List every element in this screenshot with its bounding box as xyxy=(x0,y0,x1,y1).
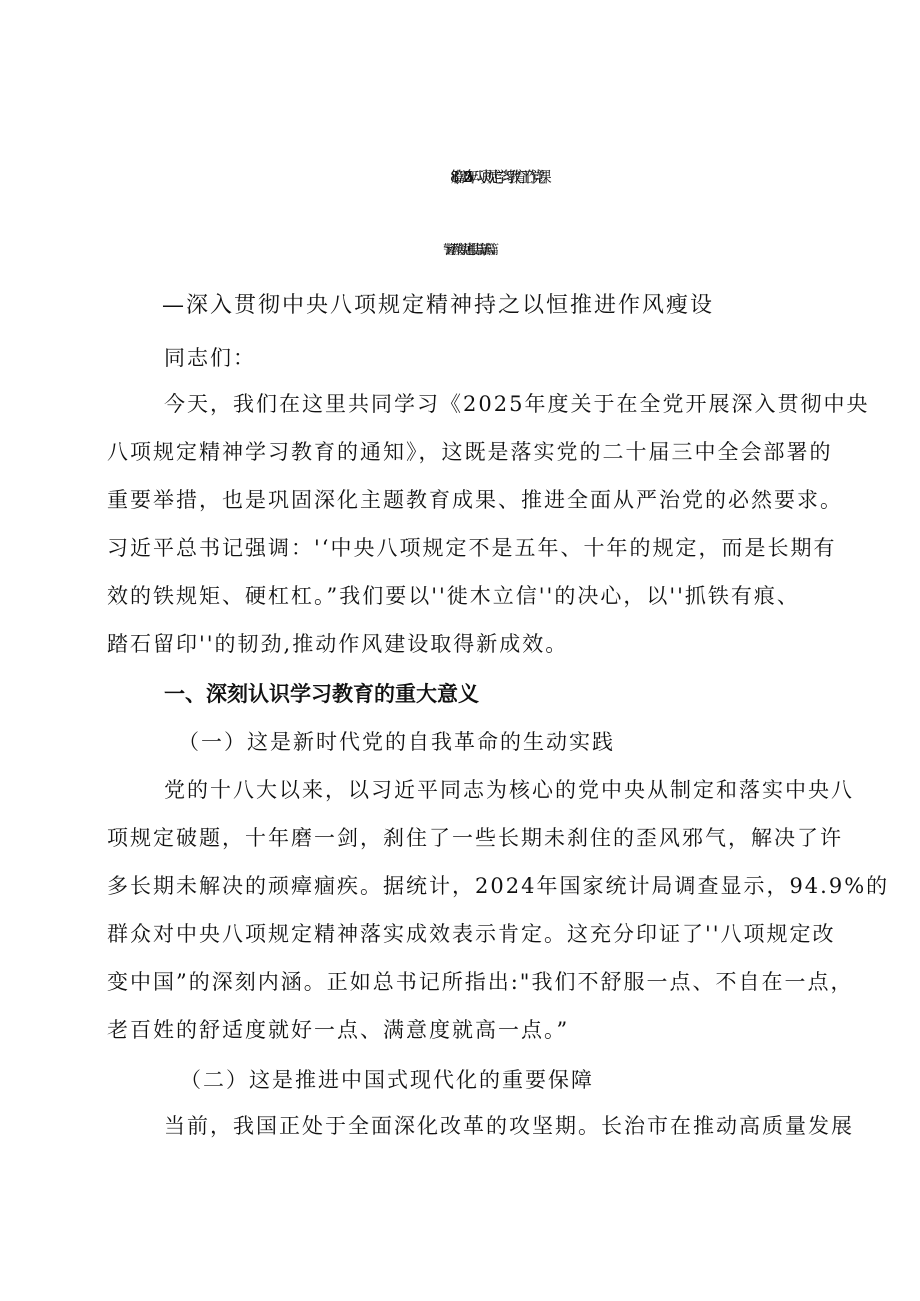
sub1-line-4: 群众对中央八项规定精神落实成效表示肯定。这充分印证了''八项规定改 xyxy=(107,922,836,946)
sub1-line-1: 党的十八大以来，以习近平同志为核心的党中央从制定和落实中央八 xyxy=(164,778,854,802)
sub1-line-3: 多长期未解决的顽瘴痼疾。据统计，2024年国家统计局调查显示，94.9%的 xyxy=(107,874,890,898)
sub1-line-2: 项规定破题，十年磨一剑，刹住了一些长期未刹住的歪风邪气，解决了许 xyxy=(107,826,843,850)
intro-line-4: 习近平总书记强调：'‘中央八项规定不是五年、十年的规定，而是长期有 xyxy=(107,536,837,560)
intro-line-5: 效的铁规矩、硬杠杠。”我们要以''徙木立信''的决心，以''抓铁有痕、 xyxy=(107,584,800,608)
intro-line-2: 八项规定精神学习教育的通知》，这既是落实党的二十届三中全会部署的 xyxy=(107,440,833,464)
intro-line-3: 重要举措，也是巩固深化主题教育成果、推进全面从严治党的必然要求。 xyxy=(107,488,843,512)
section-1-heading: 一、深刻认识学习教育的重大意义 xyxy=(164,682,479,706)
subsection-1-heading: （一）这是新时代党的自我革命的生动实践 xyxy=(178,730,615,754)
sub2-line-1: 当前，我国正处于全面深化改革的攻坚期。长治市在推动高质量发展 xyxy=(164,1114,854,1138)
intro-line-6: 踏石留印''的韧劲,推动作风建设取得新成效。 xyxy=(107,632,569,656)
sub1-line-6: 老百姓的舒适度就好一点、满意度就高一点。” xyxy=(107,1018,570,1042)
sub1-line-5: 变中国”的深刻内涵。正如总书记所指出:"我们不舒服一点、不自在一点， xyxy=(107,970,854,994)
document-title-line-1: (8篇）2025年八项规定学习教育工作党课 xyxy=(453,168,543,186)
salutation: 同志们： xyxy=(164,346,256,370)
document-title-line-2: r警示教育克通报告篇一,其八篇） xyxy=(445,243,495,258)
subsection-2-heading: （二）这是推进中国式现代化的重要保障 xyxy=(180,1068,594,1092)
intro-line-1: 今天，我们在这里共同学习《2025年度关于在全党开展深入贯彻中央 xyxy=(164,392,870,416)
document-subtitle: —深入贯彻中央八项规定精神持之以恒推进作风瘦设 xyxy=(162,293,715,318)
